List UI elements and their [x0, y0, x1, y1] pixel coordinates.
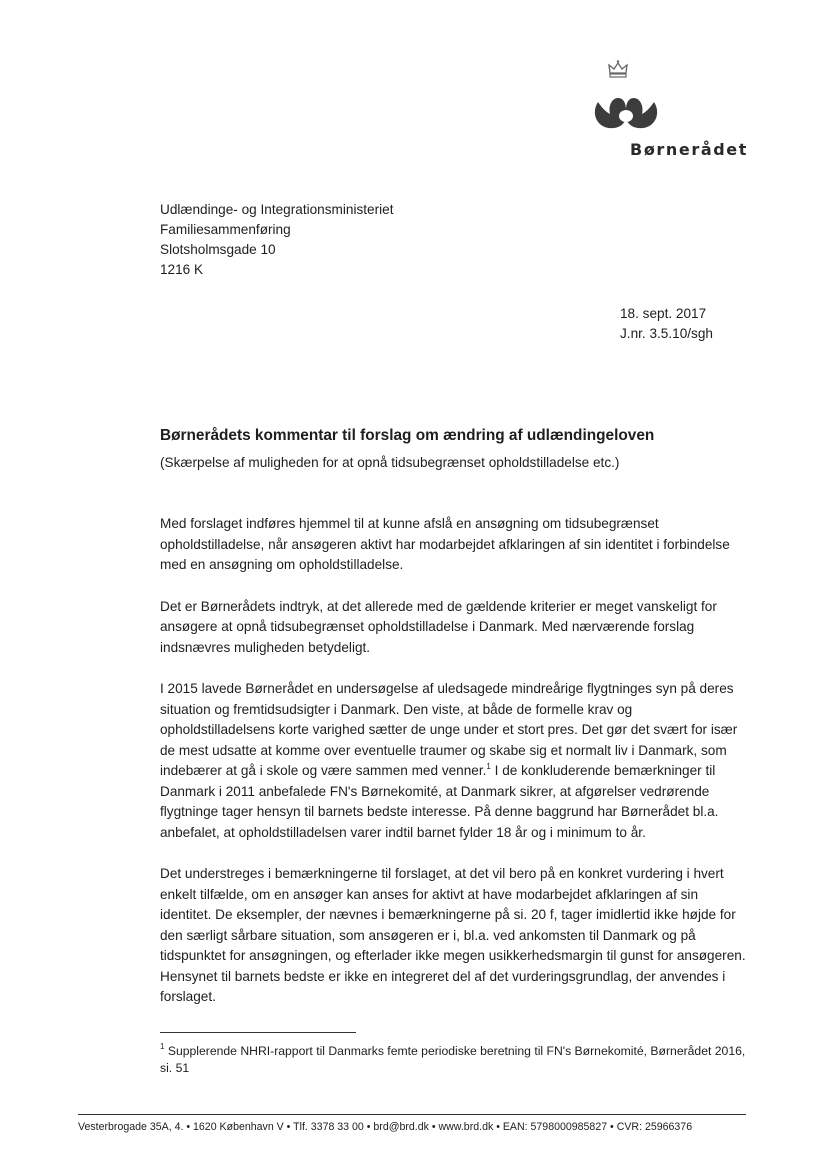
recipient-address — [160, 200, 393, 280]
recipient-line: Slotsholmsgade 10 — [160, 242, 276, 257]
footnote-divider — [160, 1032, 356, 1033]
footer-divider — [78, 1114, 746, 1115]
journal-number: J.nr. 3.5.10/sgh — [620, 326, 713, 341]
paragraph-2: Det er Børnerådets indtryk, at det allerede med de gældende kriterier er meget vanskeligt for ansøgere at opnå tidsubegrænset opholdstilladelse i Danmark. Med nærværende forslag indsnævres muligheden betydeligt. — [160, 598, 717, 655]
footnote — [160, 1043, 748, 1077]
boerneraadet-logo-icon — [592, 92, 660, 134]
recipient-line: Udlændinge- og Integrationsministeriet — [160, 202, 394, 217]
footnote-text: Supplerende NHRI-rapport til Danmarks femte periodiske beretning til FN's Børnekomité, Børnerådet 2016, si. 51 — [160, 1044, 746, 1075]
recipient-line: Familiesammenføring — [160, 222, 291, 237]
letter-body — [160, 514, 748, 1029]
org-name: Børnerådet — [630, 140, 748, 159]
footer-contact: Vesterbrogade 35A, 4. • 1620 København V • Tlf. 3378 33 00 • brd@brd.dk • www.brd.dk • EAN: 5798000985827 • CVR: 25966376 — [78, 1121, 693, 1133]
letter-meta — [620, 304, 713, 344]
document-title: Børnerådets kommentar til forslag om ændring af udlændingeloven — [160, 427, 655, 444]
paragraph-3 — [160, 679, 748, 843]
paragraph-1: Med forslaget indføres hjemmel til at kunne afslå en ansøgning om tidsubegrænset opholdstilladelse, når ansøgeren aktivt har modarbejdet afklaringen af sin identitet i forbindelse med en ansøgning om opholdstilladelse. — [160, 516, 730, 572]
paragraph-3-part-a: I 2015 lavede Børnerådet en undersøgelse af uledsagede mindreårige flygtninges syn på deres situation og fremtidsudsigter i Danmark. Den viste, at både de formelle krav og opholdstilladelsens korte varighed sætter de unge under et stort pres. Det gør det svært for især de mest udsatte at komme over eventuelle traumer og skabe sig et normalt liv i Danmark, som indebærer at gå i skole og være sammen med venner. — [160, 681, 738, 778]
paragraph-4: Det understreges i bemærkningerne til forslaget, at det vil bero på en konkret vurdering i hvert enkelt tilfælde, om en ansøger kan anses for aktivt at have modarbejdet afklaringen af sin identitet. De eksempler, der nævnes i bemærkningerne på si. 20 f, tager imidlertid ikke højde for den særligt sårbare situation, som ansøgeren er i, bl.a. ved ankomsten til Danmark og på tidspunktet for ansøgningen, og efterlader ikke megen usikkerhedsmargin til gunst for ansøgeren. Hensynet til barnets bedste er ikke en integreret del af det vurderingsgrundlag, der anvendes i forslaget. — [160, 866, 746, 1004]
recipient-line: 1216 K — [160, 262, 204, 277]
footnote-number: 1 — [160, 1042, 165, 1051]
crown-icon — [606, 58, 630, 82]
letter-date: 18. sept. 2017 — [620, 306, 707, 321]
paragraph-3-part-b: I de konkluderende bemærkninger til Danmark i 2011 anbefalede FN's Børnekomité, at Danmark sikrer, at afgørelser vedrørende flygtninge tager hensyn til barnets bedste interesse. På denne baggrund har Børnerådet bl.a. anbefalet, at opholdstilladelsen varer indtil barnet fylder 18 år og i minimum to år. — [160, 763, 719, 840]
document-subtitle: (Skærpelse af muligheden for at opnå tidsubegrænset opholdstilladelse etc.) — [160, 455, 620, 470]
footnote-reference[interactable]: 1 — [486, 762, 491, 771]
